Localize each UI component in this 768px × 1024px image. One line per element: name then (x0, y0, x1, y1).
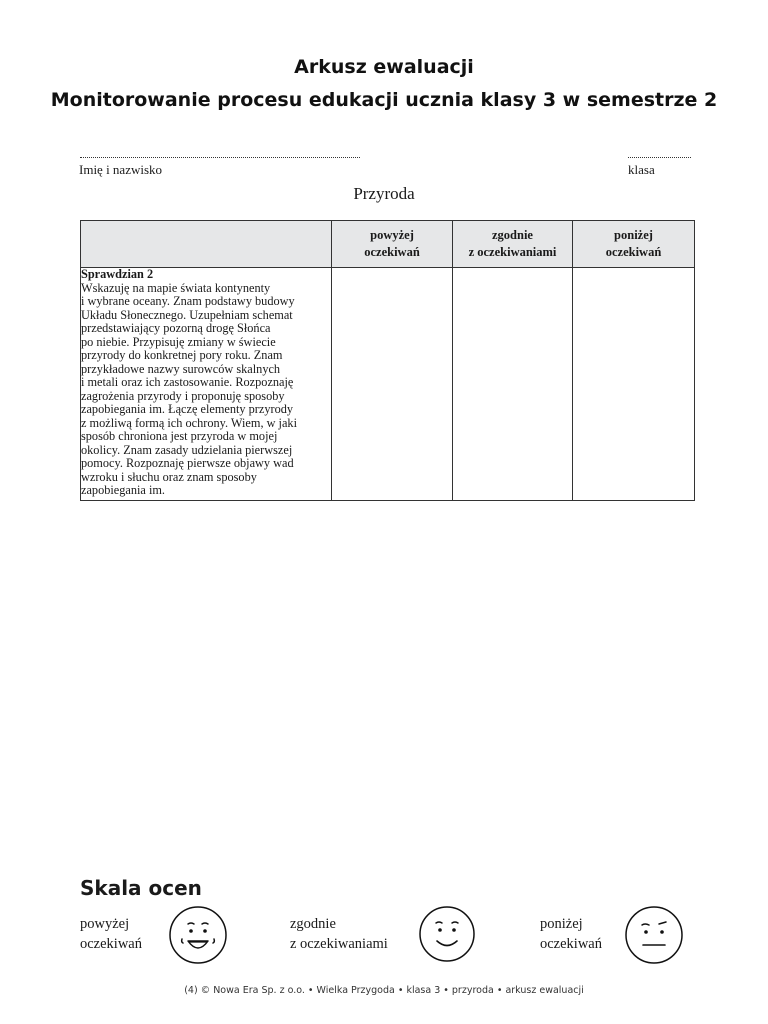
subject-heading: Przyroda (353, 184, 415, 203)
cell-above-expectations[interactable] (332, 268, 453, 501)
header-below-expectations: poniżej oczekiwań (573, 221, 695, 268)
table-header-row (81, 221, 695, 268)
scale-label-meets: zgodnie z oczekiwaniami (290, 916, 388, 952)
scale-label-below: poniżej oczekiwań (540, 916, 602, 952)
class-field-label: klasa (628, 162, 655, 177)
header-empty-cell (81, 221, 332, 268)
cell-below-expectations[interactable] (573, 268, 695, 501)
page-subtitle: Monitorowanie procesu edukacji ucznia klasy 3 w semestrze 2 (50, 89, 718, 111)
neutral-face-icon (624, 905, 684, 965)
page-title: Arkusz ewaluacji (294, 56, 474, 78)
header-above-expectations: powyżej oczekiwań (332, 221, 453, 268)
table-row (81, 268, 695, 501)
name-field-label: Imię i nazwisko (79, 162, 163, 177)
header-meets-expectations: zgodnie z oczekiwaniami (453, 221, 573, 268)
scale-title: Skala ocen (80, 876, 202, 900)
cell-meets-expectations[interactable] (453, 268, 573, 501)
name-field-line[interactable] (80, 157, 360, 158)
requirement-title: Sprawdzian 2 (81, 267, 154, 281)
smile-face-icon (418, 905, 476, 963)
big-smile-face-icon (168, 905, 228, 965)
class-field-line[interactable] (628, 157, 691, 158)
page-footer: (4) © Nowa Era Sp. z o.o. • Wielka Przygoda • klasa 3 • przyroda • arkusz ewaluacji (184, 985, 584, 996)
evaluation-table (80, 220, 695, 501)
requirement-description: Sprawdzian 2 Wskazuję na mapie świata kontynenty i wybrane oceany. Znam podstawy budowy Układu Słonecznego. Uzupełniam schemat przedstawiający pozorną drogę Słońca po niebie. Przypisuję zmiany w świecie przyrody do konkretnej pory roku. Znam przykładowe nazwy surowców skalnych i metali oraz ich zastosowanie. Rozpoznaję zagrożenia przyrody i proponuję sposoby zapobiegania im. Łączę elementy przyrody z możliwą formą ich ochrony. Wiem, w jaki sposób chroniona jest przyroda w mojej okolicy. Znam zasady udzielania pierwszej pomocy. Rozpoznaję pierwsze objawy wad wzroku i słuchu oraz znam sposoby zapobiegania im. (81, 268, 332, 501)
scale-label-above: powyżej oczekiwań (80, 916, 142, 952)
